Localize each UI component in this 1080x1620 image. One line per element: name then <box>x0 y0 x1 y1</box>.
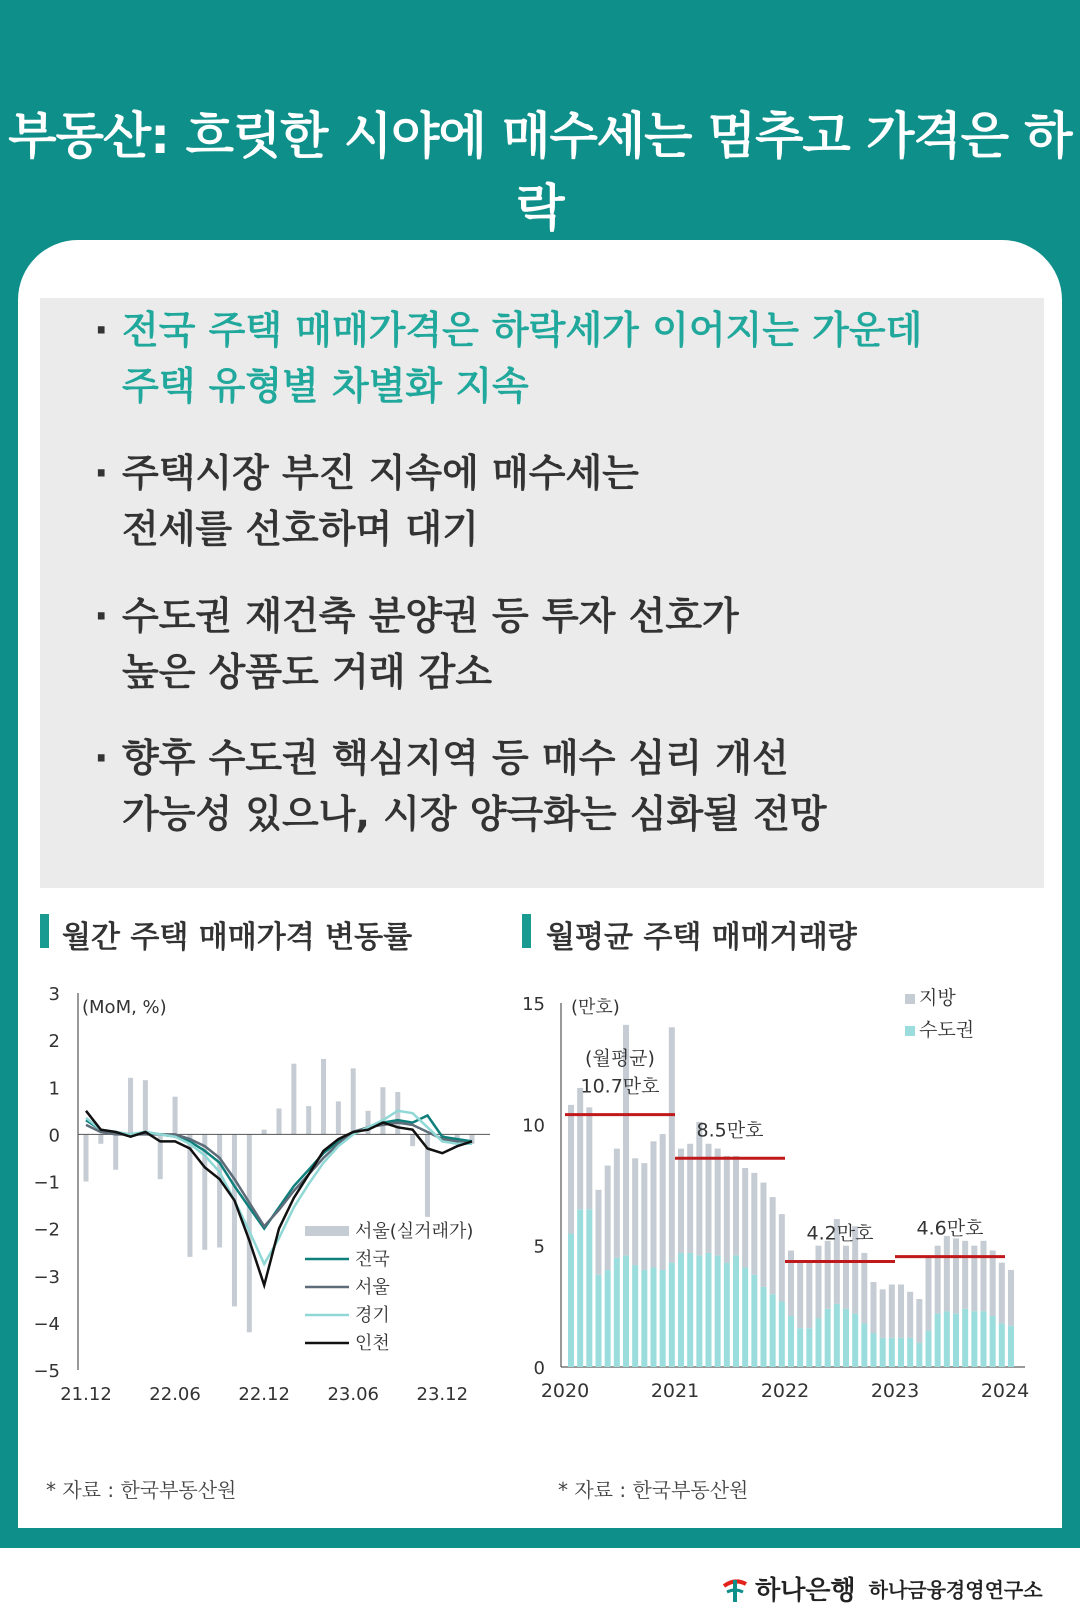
x-tick-label: 23.12 <box>416 1384 469 1405</box>
legend-swatch-capital <box>905 1026 915 1036</box>
unit-label: (만호) <box>571 997 620 1018</box>
section-title-volume: 월평균 주택 매매거래량 <box>546 920 857 955</box>
bullet-dot: · <box>94 308 109 352</box>
bar-regional <box>1008 1270 1014 1326</box>
bar-capital <box>770 1294 776 1367</box>
bar-regional <box>742 1168 748 1267</box>
bullet-dot: · <box>94 451 109 495</box>
bar-regional <box>889 1284 895 1337</box>
bar-seoul-actual <box>336 1101 341 1134</box>
bar-regional <box>880 1289 886 1338</box>
bar-capital <box>962 1309 968 1367</box>
y-tick-label: 15 <box>522 994 545 1015</box>
bar-capital <box>981 1311 987 1367</box>
bar-regional <box>706 1144 712 1253</box>
bullet-item <box>94 302 923 414</box>
bullet-line: 주택 유형별 차별화 지속 <box>122 364 529 408</box>
bullet-line: 전국 주택 매매가격은 하락세가 이어지는 가운데 <box>122 308 923 352</box>
unit-label: (MoM, %) <box>82 997 167 1018</box>
bar-seoul-actual <box>98 1134 103 1143</box>
bar-capital <box>971 1311 977 1367</box>
x-tick-label: 23.06 <box>327 1384 379 1405</box>
bar-seoul-actual <box>351 1068 356 1134</box>
bar-capital <box>816 1318 822 1367</box>
legend-swatch-regional <box>905 994 915 1004</box>
bar-seoul-actual <box>380 1087 385 1134</box>
bar-regional <box>687 1144 693 1253</box>
bar-capital <box>724 1263 730 1367</box>
bullet-line: 수도권 재건축 분양권 등 투자 선호가 <box>122 594 739 638</box>
bar-capital <box>614 1258 620 1367</box>
bar-seoul-actual <box>113 1134 118 1169</box>
bar-capital <box>843 1309 849 1367</box>
bar-capital <box>761 1287 767 1367</box>
bar-capital <box>953 1314 959 1367</box>
bar-regional <box>733 1156 739 1255</box>
bar-capital <box>751 1275 757 1367</box>
bullet-item <box>94 730 827 842</box>
bar-regional <box>770 1197 776 1294</box>
bar-seoul-actual <box>173 1097 178 1135</box>
bar-capital <box>623 1255 629 1367</box>
source-note-price: * 자료 : 한국부동산원 <box>46 1478 237 1502</box>
bar-capital <box>935 1314 941 1367</box>
bullet-line: 가능성 있으나, 시장 양극화는 심화될 전망 <box>122 792 827 836</box>
average-label: 8.5만호 <box>696 1119 764 1142</box>
bar-seoul-actual <box>262 1130 267 1135</box>
bar-capital <box>825 1309 831 1367</box>
institute-name: 하나금융경영연구소 <box>868 1578 1043 1602</box>
legend-label: 서울(실거래가) <box>355 1221 474 1242</box>
bank-name: 하나은행 <box>755 1576 856 1606</box>
bar-regional <box>944 1236 950 1311</box>
bar-regional <box>806 1263 812 1329</box>
bar-regional <box>962 1241 968 1309</box>
bar-regional <box>605 1166 611 1270</box>
y-tick-label: −5 <box>33 1361 60 1382</box>
bar-seoul-actual <box>277 1108 282 1134</box>
bar-regional <box>641 1163 647 1270</box>
source-note-volume: * 자료 : 한국부동산원 <box>558 1478 749 1502</box>
x-tick-label: 21.12 <box>60 1384 112 1405</box>
bar-capital <box>852 1314 858 1367</box>
bar-regional <box>632 1158 638 1265</box>
bar-regional <box>761 1183 767 1287</box>
bullet-dot: · <box>94 736 109 780</box>
bar-regional <box>898 1284 904 1337</box>
bar-regional <box>596 1190 602 1275</box>
bar-seoul-actual <box>306 1106 311 1134</box>
bar-regional <box>660 1134 666 1270</box>
bar-seoul-actual <box>321 1059 326 1134</box>
transaction-volume-chart <box>522 987 1050 1445</box>
bar-capital <box>871 1333 877 1367</box>
x-tick-label: 2023 <box>870 1380 920 1402</box>
bullet-line: 향후 수도권 핵심지역 등 매수 심리 개선 <box>122 736 789 780</box>
bar-regional <box>843 1246 849 1309</box>
section-bar-volume <box>522 914 531 948</box>
x-tick-label: 22.12 <box>238 1384 290 1405</box>
bar-capital <box>944 1311 950 1367</box>
bar-capital <box>916 1343 922 1367</box>
bar-capital <box>605 1270 611 1367</box>
bar-regional <box>861 1253 867 1323</box>
bar-regional <box>696 1122 702 1255</box>
bar-capital <box>651 1268 657 1367</box>
legend-label: 수도권 <box>919 1019 975 1041</box>
x-tick-label: 2020 <box>540 1380 590 1402</box>
page-title: 부동산: 흐릿한 시야에 매수세는 멈추고 가격은 하락 <box>8 107 1072 237</box>
bar-regional <box>797 1263 803 1329</box>
y-tick-label: 0 <box>533 1358 545 1379</box>
section-bar-price <box>40 914 49 948</box>
y-tick-label: 10 <box>522 1115 545 1137</box>
y-tick-label: −4 <box>33 1313 60 1335</box>
bar-capital <box>641 1270 647 1367</box>
bar-regional <box>614 1149 620 1258</box>
bar-capital <box>687 1253 693 1367</box>
bar-capital <box>880 1338 886 1367</box>
bar-regional <box>568 1105 574 1234</box>
bar-capital <box>586 1209 592 1367</box>
bullet-item <box>94 588 739 700</box>
legend-swatch-bar <box>305 1226 349 1236</box>
bar-regional <box>916 1299 922 1343</box>
price-change-chart <box>33 984 500 1445</box>
x-tick-label: 2021 <box>650 1380 700 1402</box>
bar-capital <box>678 1253 684 1367</box>
bar-regional <box>999 1263 1005 1324</box>
y-tick-label: −2 <box>33 1219 60 1241</box>
bar-capital <box>715 1255 721 1367</box>
bar-regional <box>586 1107 592 1209</box>
bar-regional <box>871 1282 877 1333</box>
bar-regional <box>981 1241 987 1311</box>
y-tick-label: 2 <box>48 1031 60 1053</box>
legend-label: 지방 <box>919 987 956 1009</box>
bar-capital <box>733 1255 739 1367</box>
y-tick-label: 0 <box>48 1125 60 1147</box>
bar-seoul-actual <box>291 1064 296 1135</box>
bar-capital <box>834 1304 840 1367</box>
bullet-dot: · <box>94 594 109 638</box>
x-tick-label: 22.06 <box>149 1384 201 1405</box>
y-tick-label: 3 <box>48 984 60 1005</box>
y-tick-label: −3 <box>33 1266 60 1288</box>
bar-capital <box>806 1328 812 1367</box>
bar-regional <box>953 1238 959 1313</box>
bar-capital <box>990 1316 996 1367</box>
section-title-price: 월간 주택 매매가격 변동률 <box>62 920 413 955</box>
bar-seoul-actual <box>232 1134 237 1306</box>
bar-capital <box>577 1209 583 1367</box>
bar-regional <box>907 1292 913 1338</box>
bar-capital <box>999 1323 1005 1367</box>
average-prefix: (월평균) <box>585 1047 655 1070</box>
bar-regional <box>825 1241 831 1309</box>
bar-capital <box>696 1255 702 1367</box>
bar-seoul-actual <box>84 1134 89 1181</box>
bar-seoul-actual <box>217 1134 222 1247</box>
bar-regional <box>779 1214 785 1301</box>
bullet-item <box>94 445 639 557</box>
bar-capital <box>1008 1326 1014 1367</box>
bar-capital <box>706 1253 712 1367</box>
bullet-line: 전세를 선호하며 대기 <box>122 507 479 551</box>
average-label: 10.7만호 <box>580 1075 660 1098</box>
average-label: 4.6만호 <box>916 1217 984 1240</box>
bar-regional <box>577 1088 583 1209</box>
bar-regional <box>926 1255 932 1330</box>
bar-capital <box>596 1275 602 1367</box>
bar-seoul-actual <box>410 1134 415 1146</box>
y-tick-label: 5 <box>533 1236 545 1258</box>
bar-capital <box>861 1323 867 1367</box>
bullet-line: 높은 상품도 거래 감소 <box>122 650 493 694</box>
legend-label: 전국 <box>355 1249 390 1270</box>
bar-regional <box>669 1027 675 1262</box>
legend-label: 경기 <box>355 1305 390 1326</box>
bar-capital <box>898 1338 904 1367</box>
bar-capital <box>632 1265 638 1367</box>
bar-capital <box>779 1301 785 1367</box>
bar-capital <box>788 1316 794 1367</box>
bar-capital <box>797 1328 803 1367</box>
bar-capital <box>660 1270 666 1367</box>
bar-capital <box>889 1338 895 1367</box>
bar-regional <box>715 1149 721 1256</box>
legend-label: 서울 <box>355 1277 390 1298</box>
bar-regional <box>724 1156 730 1263</box>
bar-regional <box>990 1251 996 1317</box>
bar-regional <box>816 1246 822 1319</box>
y-tick-label: −1 <box>33 1172 60 1194</box>
bar-capital <box>669 1263 675 1367</box>
bullet-line: 주택시장 부진 지속에 매수세는 <box>122 451 639 495</box>
legend-label: 인천 <box>355 1333 390 1354</box>
hana-logo-icon <box>720 1574 750 1604</box>
x-tick-label: 2022 <box>760 1380 810 1402</box>
bar-capital <box>907 1338 913 1367</box>
bar-capital <box>568 1234 574 1367</box>
average-label: 4.2만호 <box>806 1222 874 1245</box>
bar-capital <box>926 1331 932 1367</box>
y-tick-label: 1 <box>48 1078 60 1100</box>
bar-regional <box>678 1149 684 1253</box>
bar-capital <box>742 1268 748 1367</box>
x-tick-label: 2024 <box>980 1380 1030 1402</box>
bar-seoul-actual <box>128 1078 133 1135</box>
footer-logo <box>720 1570 1043 1607</box>
bar-regional <box>651 1141 657 1267</box>
bar-seoul-actual <box>143 1080 148 1134</box>
bar-regional <box>751 1173 757 1275</box>
